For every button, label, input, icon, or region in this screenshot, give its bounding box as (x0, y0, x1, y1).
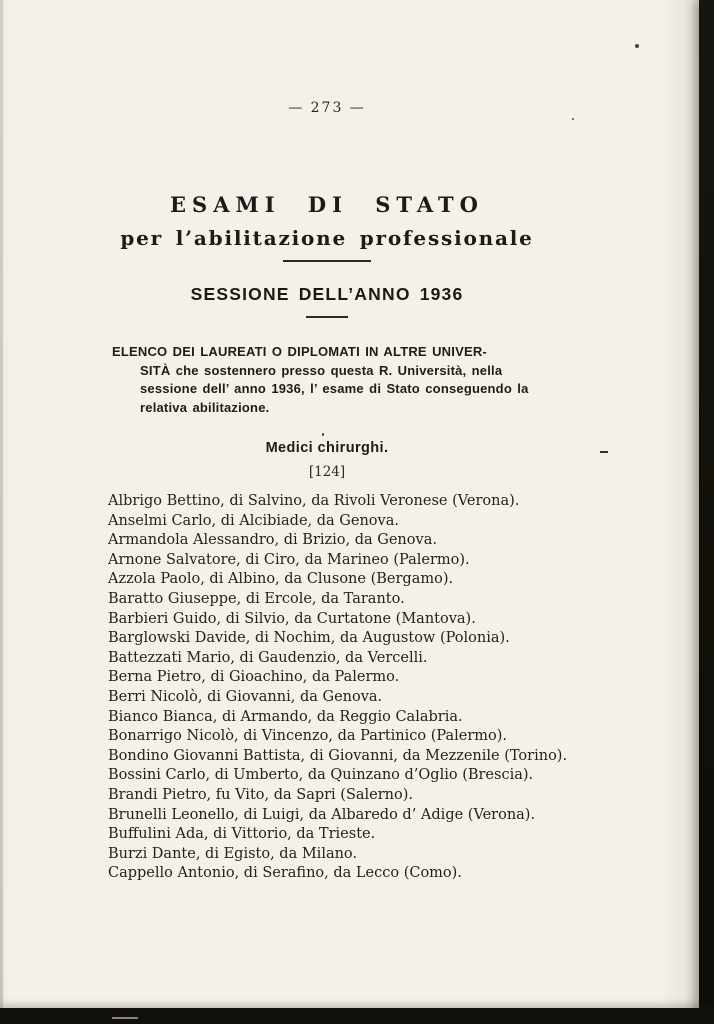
page-number: — 273 — (288, 100, 366, 116)
graduate-entry: Bianco Bianca, di Armando, da Reggio Calabria. (108, 708, 463, 725)
scan-edge-bottom (0, 1008, 714, 1024)
graduate-entry: Anselmi Carlo, di Alcibiade, da Genova. (108, 512, 399, 529)
graduate-entry: Barbieri Guido, di Silvio, da Curtatone (Mantova). (108, 610, 476, 627)
scan-speck (322, 433, 324, 436)
graduate-entry: Berri Nicolò, di Giovanni, da Genova. (108, 688, 383, 705)
scan-dash-mark (600, 451, 608, 453)
scan-speck (635, 44, 639, 48)
scan-speck (572, 118, 574, 120)
section-heading: Medici chirurghi. (265, 440, 389, 456)
graduate-entry: Barglowski Davide, di Nochim, da Augustow (Polonia). (108, 630, 510, 647)
graduate-entry: Brandi Pietro, fu Vito, da Sapri (Salerno). (108, 786, 414, 803)
graduate-entry: Bonarrigo Nicolò, di Vincenzo, da Partinico (Palermo). (108, 728, 508, 745)
graduates-list (108, 492, 578, 884)
page-content (62, 0, 592, 1024)
intro-line: sessione dell’ anno 1936, l’ esame di Stato conseguendo la (140, 381, 529, 396)
intro-line: relativa abilitazione. (140, 399, 270, 415)
graduate-entry: Albrigo Bettino, di Salvino, da Rivoli Veronese (Verona). (108, 493, 520, 509)
title-divider (283, 260, 371, 262)
graduate-entry: Brunelli Leonello, di Luigi, da Albaredo d’ Adige (Verona). (108, 806, 536, 823)
graduate-entry: Bondino Giovanni Battista, di Giovanni, da Mezzenile (Torino). (108, 747, 568, 764)
scan-edge-left (0, 0, 3, 1024)
graduate-entry: Cappello Antonio, di Serafino, da Lecco (Como). (108, 865, 462, 882)
graduate-entry: Buffulini Ada, di Vittorio, da Trieste. (108, 826, 376, 843)
intro-line: SITÀ che sostennero presso questa R. Università, nella (140, 362, 503, 378)
document-title: ESAMI DI STATO (170, 192, 484, 217)
scan-edge-right (699, 0, 714, 1024)
graduate-entry: Armandola Alessandro, di Brizio, da Genova. (108, 532, 437, 549)
section-count: [124] (308, 464, 346, 480)
scan-bottom-mark (112, 1017, 138, 1019)
graduate-entry: Bossini Carlo, di Umberto, da Quinzano d’Oglio (Brescia). (108, 767, 534, 784)
intro-paragraph (112, 343, 552, 417)
document-subtitle: per l’abilitazione professionale (120, 226, 534, 250)
graduate-entry: Arnone Salvatore, di Ciro, da Marineo (Palermo). (108, 551, 470, 568)
graduate-entry: Berna Pietro, di Gioachino, da Palermo. (108, 669, 400, 686)
graduate-entry: Baratto Giuseppe, di Ercole, da Taranto. (108, 590, 405, 607)
session-divider (306, 316, 348, 318)
intro-line: ELENCO DEI LAUREATI O DIPLOMATI IN ALTRE UNIVER- (112, 344, 487, 359)
session-heading: SESSIONE DELL’ANNO 1936 (190, 284, 464, 304)
graduate-entry: Azzola Paolo, di Albino, da Clusone (Bergamo). (108, 571, 454, 588)
graduate-entry: Battezzati Mario, di Gaudenzio, da Vercelli. (108, 649, 428, 666)
graduate-entry: Burzi Dante, di Egisto, da Milano. (108, 845, 358, 862)
